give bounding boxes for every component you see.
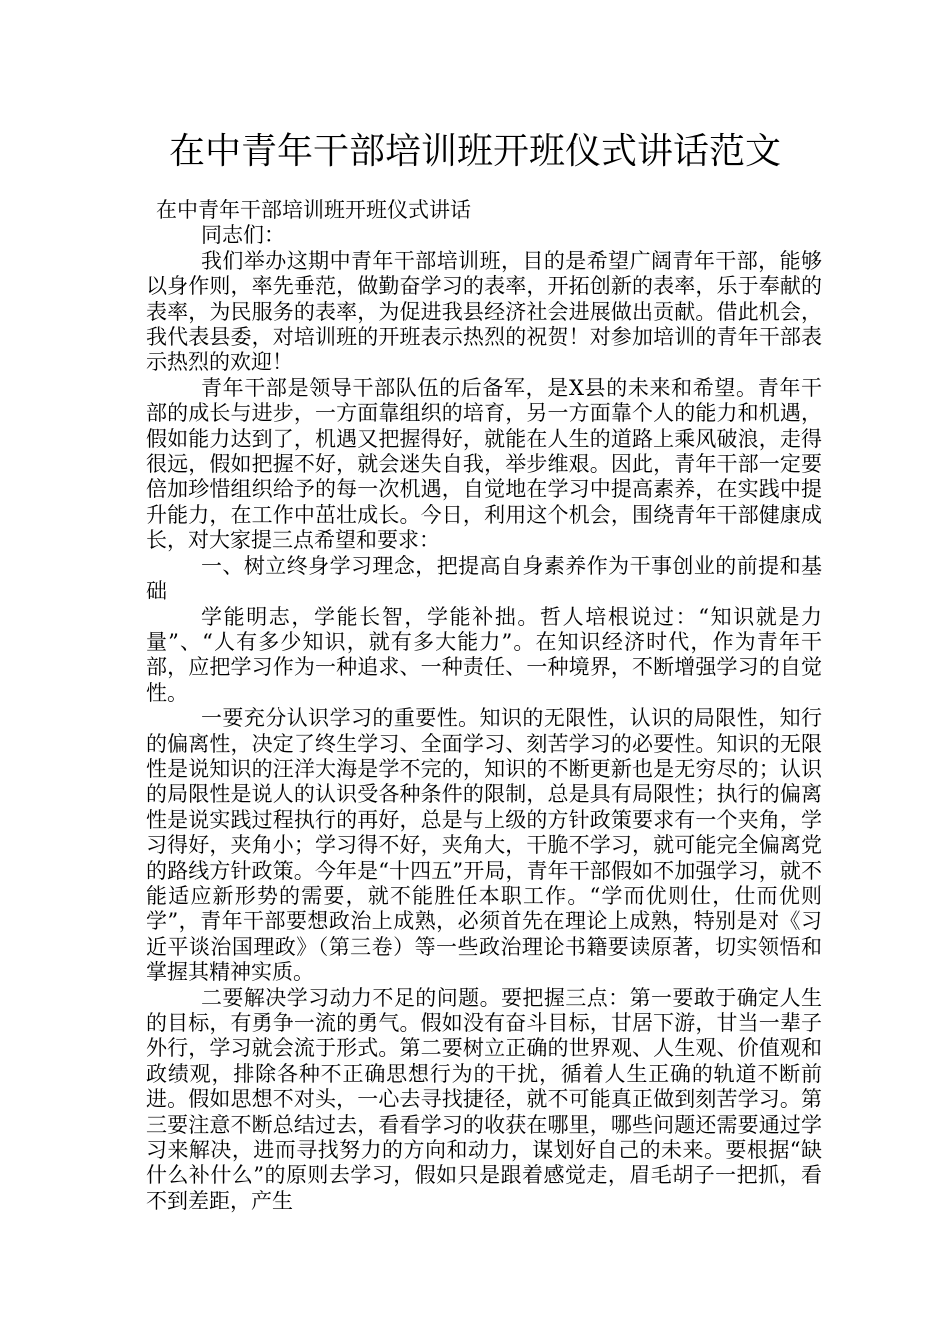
speech-subtitle: 在中青年干部培训班开班仪式讲话 xyxy=(156,198,471,222)
section-heading-1: 一、树立终身学习理念，把提高自身素养作为干事创业的前提和基础 xyxy=(146,553,822,604)
paragraph-importance-of-learning: 一要充分认识学习的重要性。知识的无限性，认识的局限性，知行的偏离性，决定了终生学习、全面学习、刻苦学习的必要性。知识的无限性是说知识的汪洋大海是学不完的，知识的不断更新也是无穷尽的；认识的局限性是说人的认识受各种条件的限制，总是具有局限性；执行的偏离性是说实践过程执行的再好，总是与上级的方针政策要求有一个夹角，学习得好，夹角小；学习得不好，夹角大，干脆不学习，就可能完全偏离党的路线方针政策。今年是“十四五”开局，青年干部假如不加强学习，就不能适应新形势的需要，就不能胜任本职工作。“学而优则仕，仕而优则学”，青年干部要想政治上成熟，必须首先在理论上成熟，特别是对《习近平谈治国理政》（第三卷）等一些政治理论书籍要读原著，切实领悟和掌握其精神实质。 xyxy=(146,706,822,985)
document-title: 在中青年干部培训班开班仪式讲话范文 xyxy=(168,131,781,172)
paragraph-learning-quote: 学能明志，学能长智，学能补拙。哲人培根说过：“知识就是力量”、“人有多少知识，就有多大能力”。在知识经济时代，作为青年干部，应把学习作为一种追求、一种责任、一种境界，不断增强学习的自觉性。 xyxy=(146,604,822,705)
paragraph-opening: 我们举办这期中青年干部培训班，目的是希望广阔青年干部，能够以身作则，率先垂范，做勤奋学习的表率，开拓创新的表率，乐于奉献的表率，为民服务的表率，为促进我县经济社会进展做出贡献。借此机会，我代表县委，对培训班的开班表示热烈的祝贺！对参加培训的青年干部表示热烈的欢迎！ xyxy=(146,248,822,375)
paragraph-learning-motivation: 二要解决学习动力不足的问题。要把握三点：第一要敢于确定人生的目标，有勇争一流的勇气。假如没有奋斗目标，甘居下游，甘当一辈子外行，学习就会流于形式。第二要树立正确的世界观、人生观、价值观和政绩观，排除各种不正确思想行为的干扰，循着人生正确的轨道不断前进。假如思想不对头，一心去寻找捷径，就不可能真正做到刻苦学习。第三要注意不断总结过去，看看学习的收获在哪里，哪些问题还需要通过学习来解决，进而寻找努力的方向和动力，谋划好自己的未来。要根据“缺什么补什么”的原则去学习，假如只是跟着感觉走，眉毛胡子一把抓，看不到差距，产生 xyxy=(146,985,822,1213)
salutation: 同志们： xyxy=(201,223,285,248)
paragraph-youth-cadres: 青年干部是领导干部队伍的后备军，是X县的未来和希望。青年干部的成长与进步，一方面靠组织的培育，另一方面靠个人的能力和机遇，假如能力达到了，机遇又把握得好，就能在人生的道路上乘风破浪，走得很远，假如把握不好，就会迷失自我，举步维艰。因此，青年干部一定要倍加珍惜组织给予的每一次机遇，自觉地在学习中提高素养，在实践中提升能力，在工作中茁壮成长。今日，利用这个机会，围绕青年干部健康成长，对大家提三点希望和要求： xyxy=(146,375,822,553)
document-body xyxy=(146,198,822,1214)
